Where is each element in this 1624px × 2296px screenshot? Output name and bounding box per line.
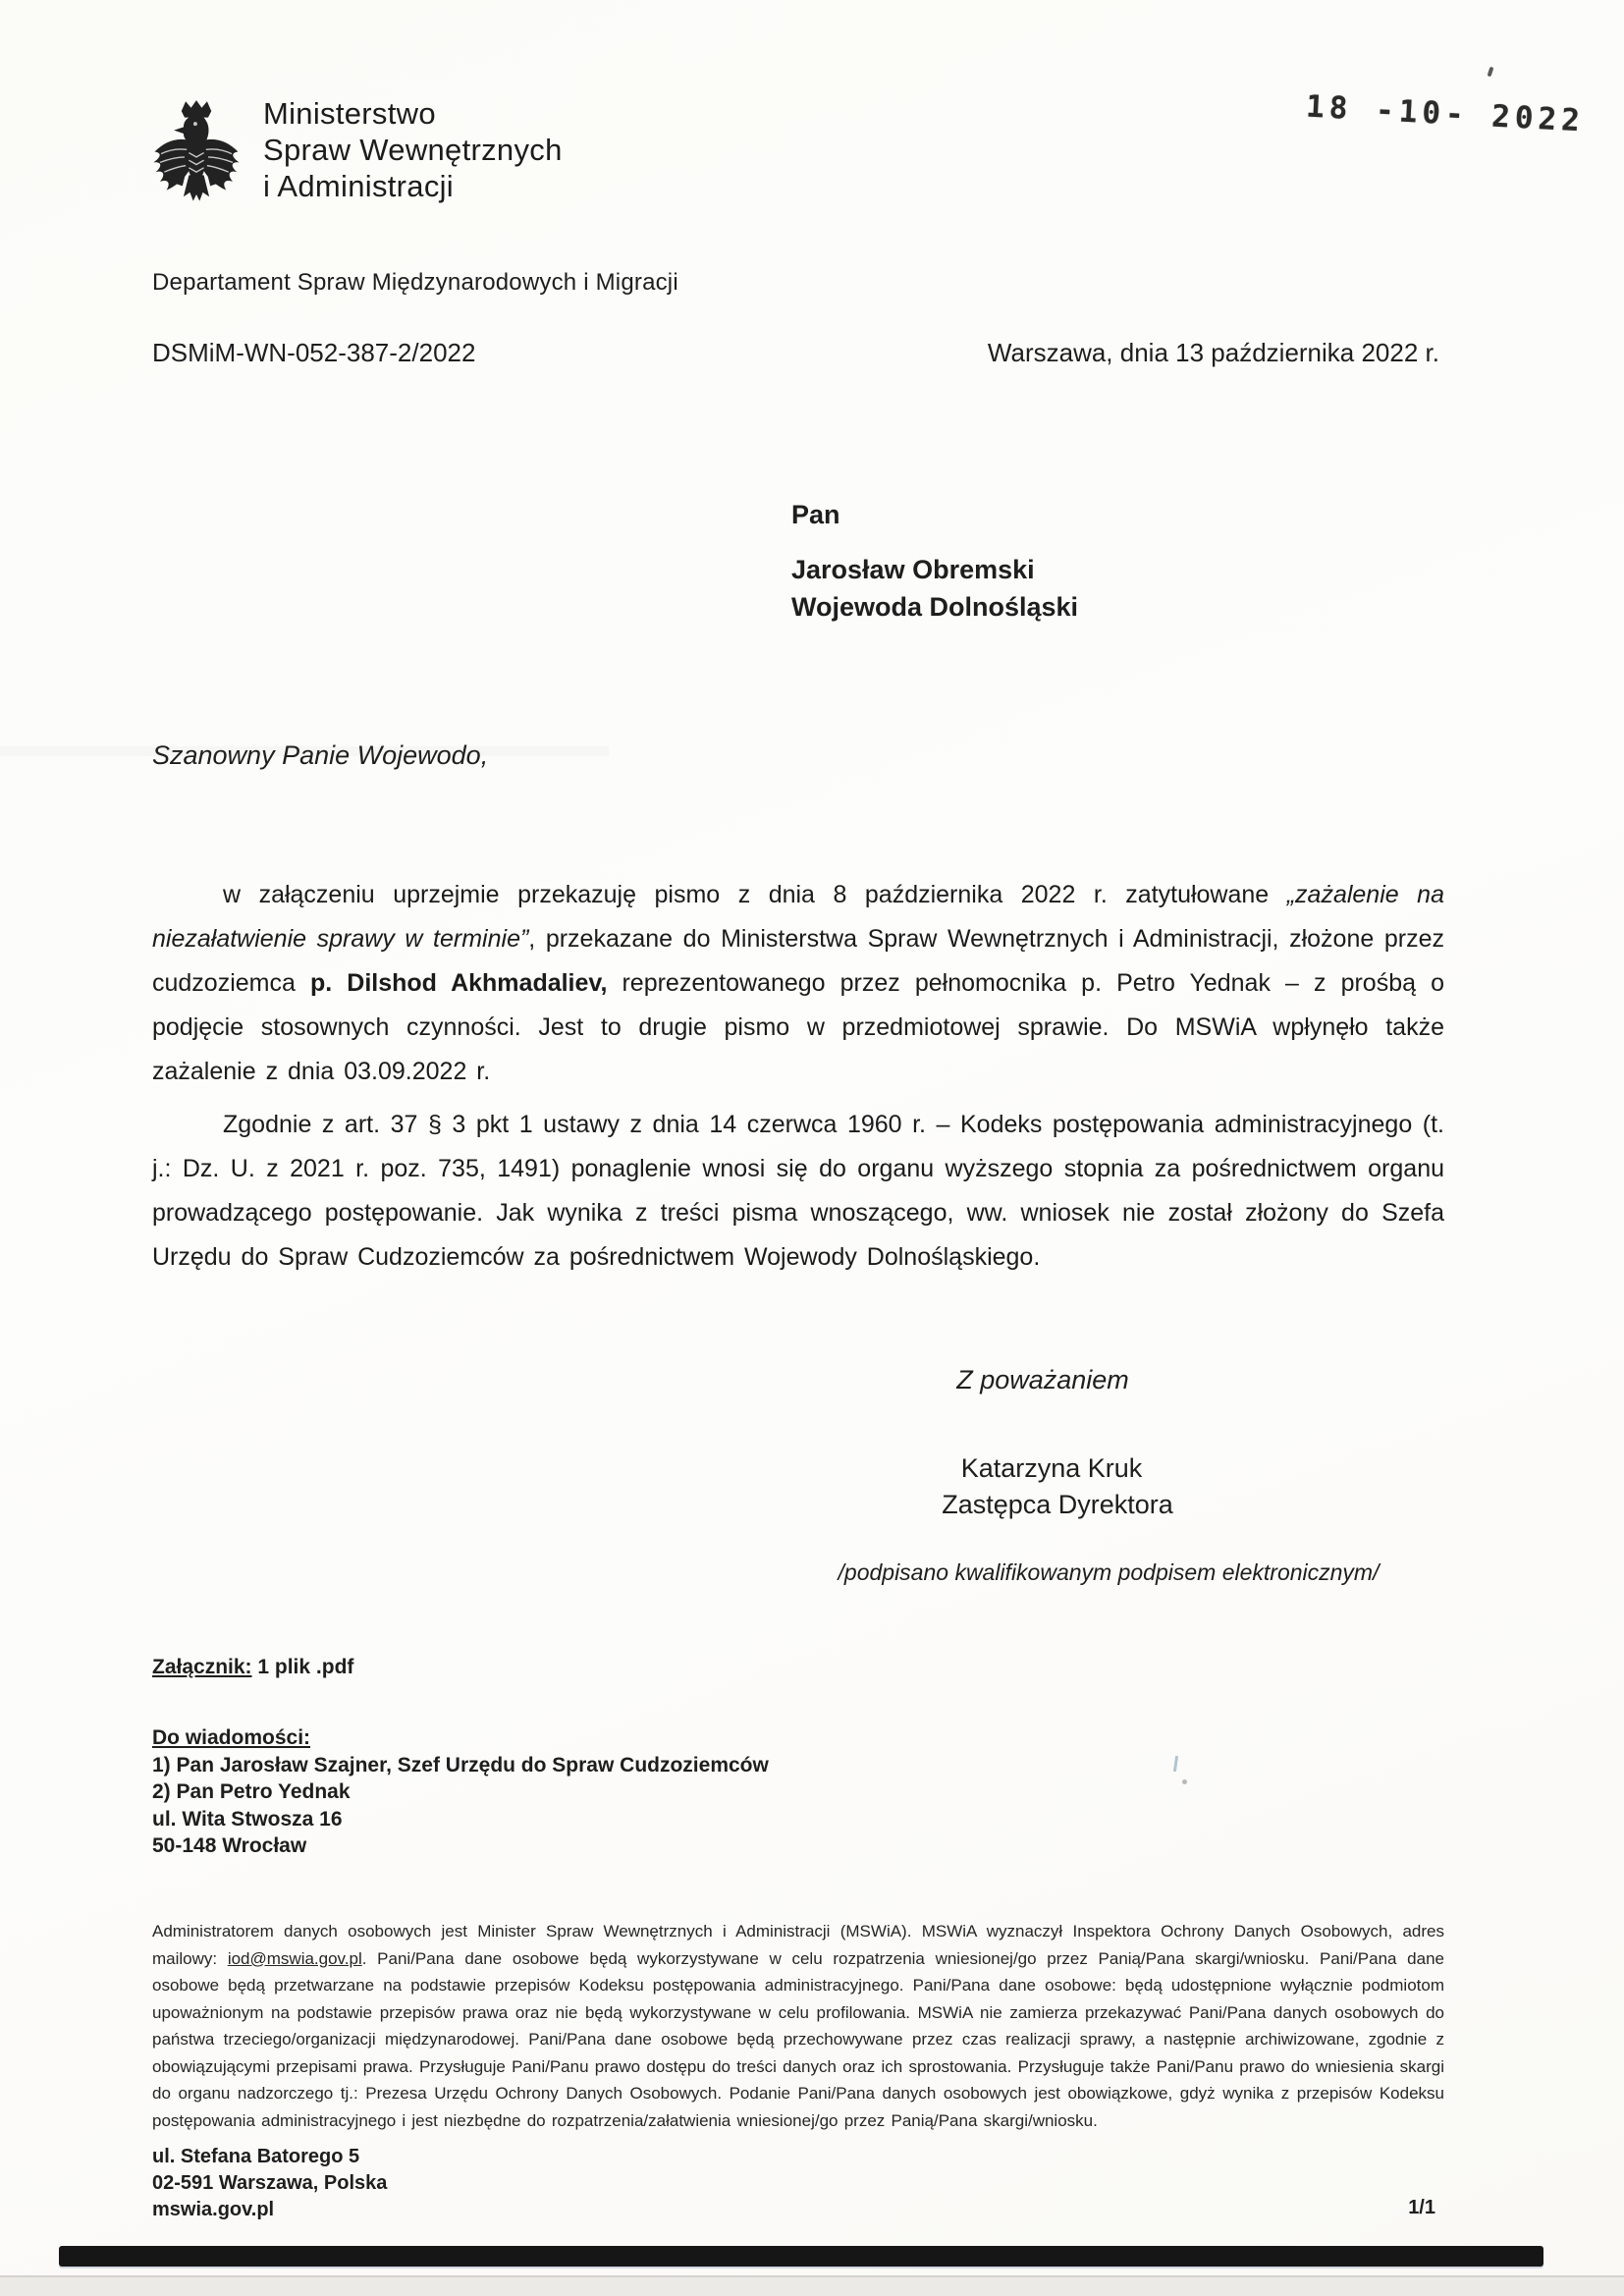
- signer-title: Zastępca Dyrektora: [942, 1490, 1173, 1519]
- ministry-name-line3: i Administracji: [263, 169, 454, 203]
- scan-bottom-strip: [0, 2275, 1624, 2296]
- privacy-text: Administratorem danych osobowych jest Minister Spraw Wewnętrznych i Administracji (MSWiA). MSWiA wyznaczył Inspektora Ochrony Danych Osobowych, adres mailowy:: [152, 1922, 1444, 1968]
- privacy-email: iod@mswia.gov.pl: [227, 1948, 362, 1968]
- scan-band-artifact: [0, 746, 609, 756]
- cc-item: 1) Pan Jarosław Szajner, Szef Urzędu do Spraw Cudzoziemców: [152, 1753, 769, 1777]
- recipient-honorific: Pan: [791, 500, 840, 529]
- scan-pencil-mark: [1173, 1756, 1178, 1772]
- recipient-position: Wojewoda Dolnośląski: [791, 592, 1079, 622]
- reference-number: DSMiM-WN-052-387-2/2022: [152, 338, 476, 367]
- recipient-block: [791, 496, 1078, 626]
- body-paragraph-1: [152, 873, 1444, 1094]
- salutation: Szanowny Panie Wojewodo,: [152, 740, 489, 770]
- cc-item: ul. Wita Stwosza 16: [152, 1807, 343, 1831]
- scan-edge-bar: [59, 2246, 1543, 2267]
- ministry-name-line1: Ministerstwo: [263, 96, 436, 131]
- scan-speck: [1488, 67, 1494, 78]
- cc-item: 2) Pan Petro Yednak: [152, 1780, 351, 1803]
- attachment-value: 1 plik .pdf: [251, 1656, 354, 1678]
- valediction: Z poważaniem: [956, 1365, 1129, 1394]
- recipient-name: Jarosław Obremski: [791, 555, 1035, 584]
- p1-quoted-title: „zażalenie na niezałatwienie sprawy w terminie”: [152, 881, 1444, 953]
- page-number: 1/1: [1408, 2197, 1435, 2218]
- p1-text-end: reprezentowanego przez pełnomocnika p. Petro Yednak – z prośbą o podjęcie stosownych czynności. Jest to drugie pismo w przedmiotowej sprawie. Do MSWiA wpłynęło także zażalenie z dnia 03.09.2022 r.: [152, 969, 1444, 1085]
- place-and-date: Warszawa, dnia 13 października 2022 r.: [987, 338, 1439, 367]
- scan-dot-mark: [1182, 1779, 1187, 1784]
- attachment-line: [152, 1656, 353, 1679]
- body-paragraph-2: Zgodnie z art. 37 § 3 pkt 1 ustawy z dnia 14 czerwca 1960 r. – Kodeks postępowania administracyjnego (t. j.: Dz. U. z 2021 r. poz. 735, 1491) ponaglenie wnosi się do organu wyższego stopnia za pośrednictwem organu prowadzącego postępowanie. Jak wynika z treści pisma wnoszącego, ww. wniosek nie został złożony do Szefa Urzędu do Spraw Cudzoziemców za pośrednictwem Wojewody Dolnośląskiego.: [152, 1111, 1444, 1271]
- footer-address: [152, 2144, 387, 2223]
- p1-foreigner-name: p. Dilshod Akhmadaliev,: [309, 969, 608, 997]
- footer-city: 02-591 Warszawa, Polska: [152, 2172, 388, 2194]
- received-date-stamp: 18 -10- 2022: [1305, 88, 1586, 139]
- p1-text-continued: , przekazane do Ministerstwa Spraw Wewnętrznych i Administracji, złożone przez cudzoziemca: [152, 925, 1444, 997]
- electronic-signature-note: /podpisano kwalifikowanym podpisem elektronicznym/: [838, 1559, 1380, 1585]
- cc-heading: Do wiadomości:: [152, 1726, 311, 1749]
- ministry-name-line2: Spraw Wewnętrznych: [263, 133, 563, 167]
- signer-name: Katarzyna Kruk: [960, 1453, 1143, 1483]
- attachment-label: Załącznik:: [152, 1656, 252, 1678]
- cc-block: [152, 1724, 769, 1860]
- privacy-text-continued: . Pani/Pana dane osobowe będą wykorzystywane w celu rozpatrzenia wniesionej/go przez Panią/Pana skargi/wniosku. Pani/Pana dane osobowe będą przetwarzane na podstawie przepisów Kodeksu postępowania administracyjnego. Pani/Pana dane osobowe: będą udostępnione wyłącznie podmiotom upoważnionym na podstawie przepisów prawa oraz nie będą wykorzystywane w celu profilowania. MSWiA nie zamierza przekazywać Pani/Pana danych osobowych do państwa trzeciego/organizacji międzynarodowej. Pani/Pana dane osobowe będą przechowywane przez czas realizacji sprawy, a następnie archiwizowane, zgodnie z obowiązującymi przepisami prawa. Przysługuje Pani/Panu prawo dostępu do treści danych oraz ich sprostowania. Przysługuje także Pani/Panu prawo do wniesienia skargi do organu nadzorczego tj.: Prezesa Urzędu Ochrony Danych Osobowych. Podanie Pani/Pana danych osobowych jest obowiązkowe, gdyż wynika z przepisów Kodeksu postępowania administracyjnego i jest niezbędne do rozpatrzenia/załatwienia wniesionej/go przez Panią/Pana skargi/wniosku.: [152, 1948, 1444, 2130]
- cc-item: 50-148 Wrocław: [152, 1834, 307, 1857]
- ministry-name: [263, 95, 563, 204]
- polish-eagle-emblem-icon: [145, 98, 247, 218]
- footer-website: mswia.gov.pl: [152, 2199, 275, 2220]
- privacy-notice: [152, 1918, 1444, 2134]
- department-name: Departament Spraw Międzynarodowych i Migracji: [152, 269, 678, 296]
- p1-text: w załączeniu uprzejmie przekazuję pismo z dnia 8 października 2022 r. zatytułowane: [223, 881, 1287, 908]
- footer-street: ul. Stefana Batorego 5: [152, 2146, 360, 2167]
